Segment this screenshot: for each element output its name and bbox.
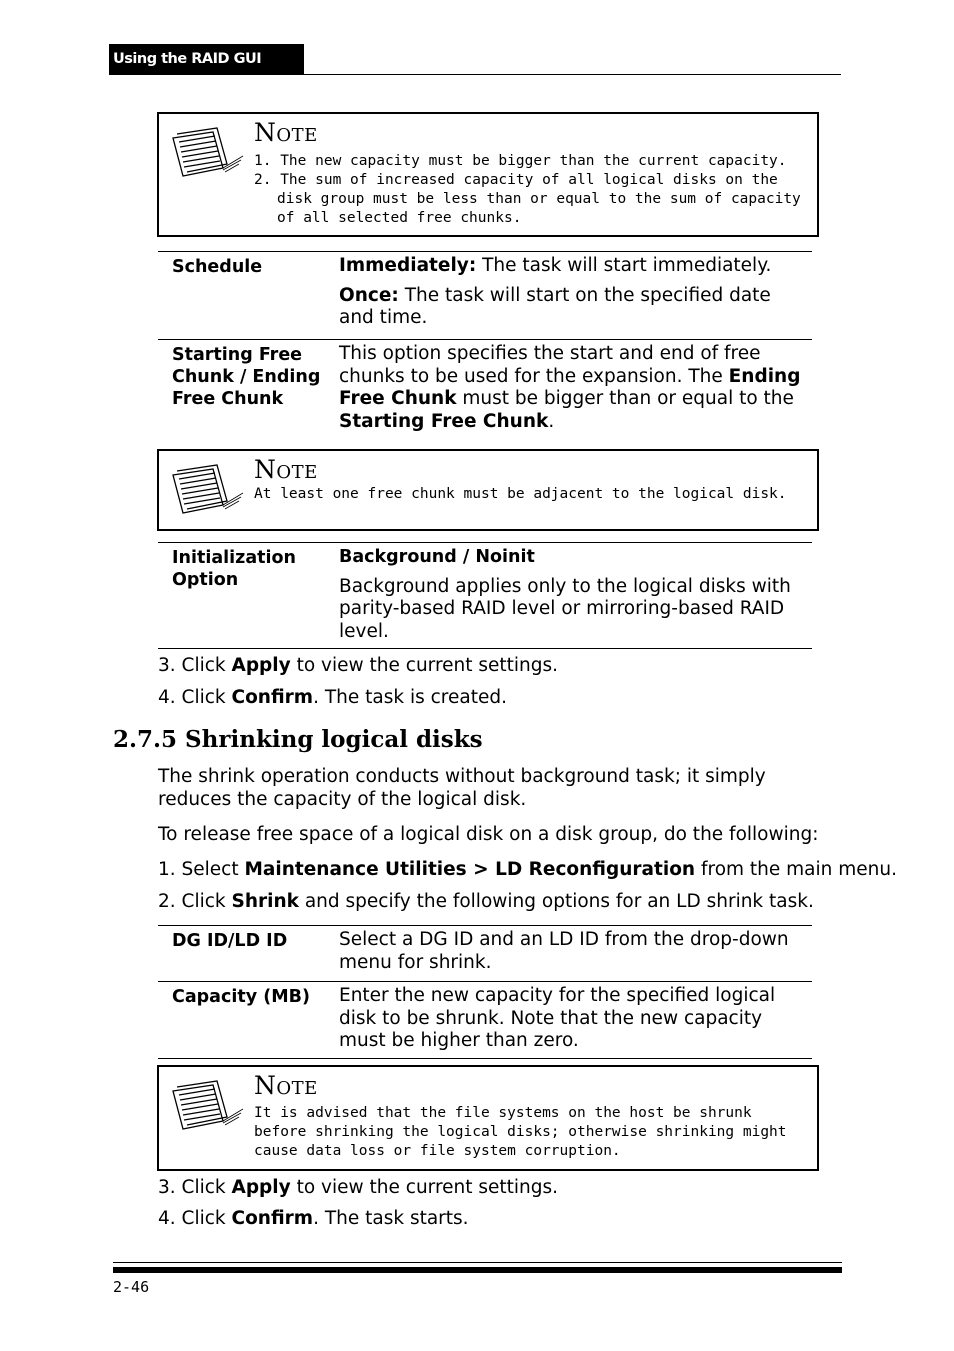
notepad-icon <box>167 124 245 184</box>
options-table-init <box>158 542 812 649</box>
note-text: It is advised that the file systems on the host be shrunk before shrinking the logical disks; otherwise shrinking might cause data loss or file system corruption. <box>254 1105 787 1159</box>
table-row <box>158 981 812 1058</box>
step-item: 1. Select Maintenance Utilities > LD Reconfiguration from the main menu. <box>158 859 898 880</box>
note-title: NOTE <box>254 455 318 484</box>
section-header-label: Using the RAID GUI <box>113 51 262 67</box>
option-label: Schedule <box>172 257 263 277</box>
step-item: 2. Click Shrink and specify the following options for an LD shrink task. <box>158 891 814 912</box>
section-heading: 2.7.5 Shrinking logical disks <box>113 726 483 753</box>
option-description: Select a DG ID and an LD ID from the drop-down menu for shrink. <box>339 929 789 973</box>
step-item: 4. Click Confirm. The task is created. <box>158 687 507 708</box>
option-description: Enter the new capacity for the specified logical disk to be shrunk. Note that the new capacity must be higher than zero. <box>339 985 776 1051</box>
options-table-shrink <box>158 925 812 1059</box>
section-paragraph: To release free space of a logical disk on a disk group, do the following: <box>158 824 819 845</box>
table-row <box>158 252 812 339</box>
note-box-capacity <box>157 112 819 237</box>
step-item: 4. Click Confirm. The task starts. <box>158 1208 469 1229</box>
step-item: 3. Click Apply to view the current settings. <box>158 655 559 676</box>
note-list <box>254 152 809 228</box>
note-text: At least one free chunk must be adjacent to the logical disk. <box>254 486 787 502</box>
table-row <box>158 926 812 981</box>
table-row <box>158 339 812 435</box>
options-table-expand <box>158 251 812 435</box>
footer-rule-thick <box>113 1267 842 1273</box>
section-header-tab <box>109 44 304 75</box>
note-box-filesystem <box>157 1065 819 1171</box>
footer-rule-thin <box>113 1262 842 1263</box>
option-label: Capacity (MB) <box>172 987 310 1007</box>
option-label: Initialization Option <box>172 548 296 590</box>
note-item: 2. The sum of increased capacity of all logical disks on the disk group must be less than or equal to the sum of capacity of all selected free chunks. <box>254 172 801 226</box>
table-row <box>158 543 812 643</box>
section-paragraph: The shrink operation conducts without background task; it simply reduces the capacity of the logical disk. <box>158 766 766 810</box>
note-title: NOTE <box>254 118 318 147</box>
option-label: Starting Free Chunk / Ending Free Chunk <box>172 345 321 409</box>
option-label: DG ID/LD ID <box>172 931 288 951</box>
page-number: 2-46 <box>113 1278 150 1296</box>
note-box-free-chunk <box>157 449 819 531</box>
notepad-icon <box>167 461 245 521</box>
option-description: Background / Noinit Background applies only to the logical disks with parity-based RAID level or mirroring-based RAID level. <box>339 547 791 642</box>
option-description: Immediately: The task will start immediately. Once: The task will start on the specified date and time. <box>339 255 772 328</box>
option-description: This option specifies the start and end of free chunks to be used for the expansion. The Ending Free Chunk must be bigger than or equal to the Starting Free Chunk. <box>339 343 801 432</box>
note-title: NOTE <box>254 1071 318 1100</box>
header-rule <box>304 74 841 75</box>
step-item: 3. Click Apply to view the current settings. <box>158 1177 559 1198</box>
notepad-icon <box>167 1077 245 1137</box>
note-item: 1. The new capacity must be bigger than the current capacity. <box>254 153 787 169</box>
